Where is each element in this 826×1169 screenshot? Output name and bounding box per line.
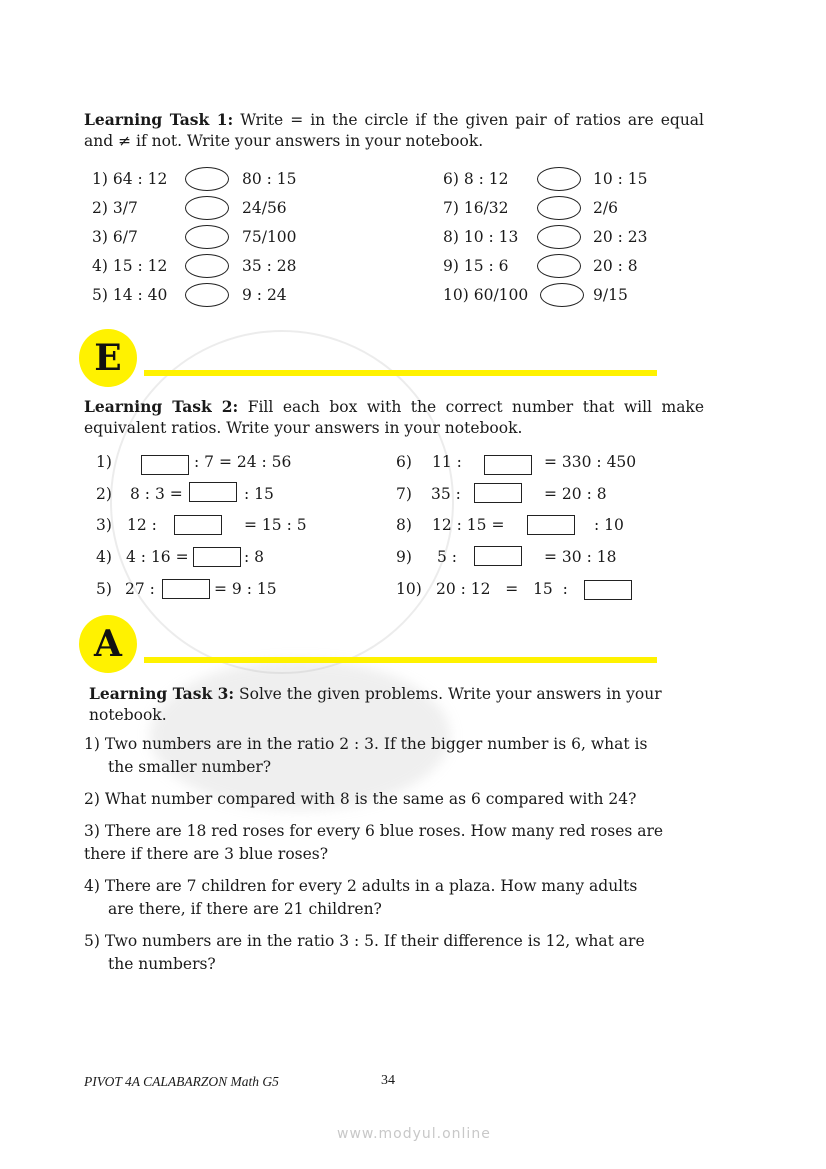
task2-item-text: 35 : <box>431 485 461 503</box>
task3-heading: Learning Task 3: <box>89 684 235 703</box>
task2-item-text: = 330 : 450 <box>544 453 637 471</box>
watermark-site-text: www.modyul.online <box>337 1126 491 1142</box>
footer-title: PIVOT 4A CALABARZON Math G5 <box>84 1074 279 1089</box>
task2-item-text: : 8 <box>244 548 265 566</box>
task2-item-text: 27 : <box>125 580 155 598</box>
task2-heading: Learning Task 2: <box>84 397 239 416</box>
task1-item: 7) 16/32 <box>443 199 509 217</box>
task2-item-num: 3) <box>96 516 112 534</box>
answer-box[interactable] <box>162 579 210 599</box>
task1-item: 1) 64 : 12 <box>92 170 168 188</box>
task3-instruction: Solve the given problems. Write your answers in your notebook. <box>89 685 662 724</box>
task1-item-right: 20 : 23 <box>593 228 648 246</box>
task1-item: 5) 14 : 40 <box>92 286 168 304</box>
task2-item-num: 2) <box>96 485 112 503</box>
task2-item-text: = 20 : 8 <box>544 485 607 503</box>
section-a-badge: A <box>79 615 137 673</box>
task1-heading: Learning Task 1: <box>84 110 234 129</box>
task1-item-right: 20 : 8 <box>593 257 638 275</box>
answer-circle[interactable] <box>537 254 581 278</box>
task2-item-text: 5 : <box>437 548 458 566</box>
task1-instruction: Write = in the circle if the given pair of ratios are equal and ≠ if not. Write your answers in your notebook. <box>84 111 705 150</box>
answer-circle[interactable] <box>537 225 581 249</box>
answer-box[interactable] <box>527 515 575 535</box>
task2-item-text: : 7 = 24 : 56 <box>194 453 292 471</box>
problem-item: 4) There are 7 children for every 2 adults in a plaza. How many adults are there, if there are 21 children? <box>84 877 638 918</box>
answer-box[interactable] <box>174 515 222 535</box>
task1-item-right: 80 : 15 <box>242 170 297 188</box>
answer-circle[interactable] <box>540 283 584 307</box>
task2-item-text: = 30 : 18 <box>544 548 617 566</box>
task2-item-text: = 15 : 5 <box>244 516 307 534</box>
answer-circle[interactable] <box>185 167 229 191</box>
task2-item-num: 9) <box>396 548 412 566</box>
answer-circle[interactable] <box>185 225 229 249</box>
task2-item-text: 20 : 12 = 15 : <box>436 580 568 598</box>
task1-item: 4) 15 : 12 <box>92 257 168 275</box>
task1-item-right: 9 : 24 <box>242 286 287 304</box>
problem-item: 1) Two numbers are in the ratio 2 : 3. If the bigger number is 6, what is the smaller number? <box>84 735 648 776</box>
task3-instructions <box>89 683 699 726</box>
task1-item-right: 35 : 28 <box>242 257 297 275</box>
task2-item-num: 6) <box>396 453 412 471</box>
task2-instruction: Fill each box with the correct number that will make equivalent ratios. Write your answers in your notebook. <box>84 398 704 437</box>
task2-item-text: 12 : 15 = <box>432 516 505 534</box>
task1-item: 2) 3/7 <box>92 199 138 217</box>
task1-instructions <box>84 109 704 152</box>
answer-box[interactable] <box>474 483 522 503</box>
task1-item: 8) 10 : 13 <box>443 228 519 246</box>
answer-box[interactable] <box>193 547 241 567</box>
answer-box[interactable] <box>484 455 532 475</box>
task1-item-right: 9/15 <box>593 286 628 304</box>
section-e-badge: E <box>79 329 137 387</box>
answer-circle[interactable] <box>537 167 581 191</box>
task2-item-text: 4 : 16 = <box>126 548 189 566</box>
task2-item-num: 1) <box>96 453 112 471</box>
problem-item: 5) Two numbers are in the ratio 3 : 5. If their difference is 12, what are the numbers? <box>84 932 645 973</box>
task2-item-text: 11 : <box>432 453 462 471</box>
section-a-bar <box>144 657 657 663</box>
answer-circle[interactable] <box>537 196 581 220</box>
task1-item: 9) 15 : 6 <box>443 257 509 275</box>
task1-item-right: 24/56 <box>242 199 287 217</box>
problem-item: 3) There are 18 red roses for every 6 blue roses. How many red roses are there if there are 3 blue roses? <box>84 822 664 863</box>
task1-item-right: 10 : 15 <box>593 170 648 188</box>
page-number: 34 <box>381 1073 395 1088</box>
answer-box[interactable] <box>584 580 632 600</box>
task1-item-right: 2/6 <box>593 199 618 217</box>
task2-item-num: 5) <box>96 580 112 598</box>
task2-item-num: 4) <box>96 548 112 566</box>
task1-item-right: 75/100 <box>242 228 297 246</box>
task1-item: 3) 6/7 <box>92 228 138 246</box>
task2-item-num: 10) <box>396 580 422 598</box>
task1-item: 6) 8 : 12 <box>443 170 509 188</box>
task2-item-num: 8) <box>396 516 412 534</box>
section-e-bar <box>144 370 657 376</box>
answer-circle[interactable] <box>185 196 229 220</box>
answer-box[interactable] <box>189 482 237 502</box>
problem-item: 2) What number compared with 8 is the same as 6 compared with 24? <box>84 790 637 808</box>
task2-item-text: : 15 <box>244 485 274 503</box>
task2-item-text: : 10 <box>594 516 624 534</box>
task2-instructions <box>84 396 704 439</box>
task1-item: 10) 60/100 <box>443 286 529 304</box>
answer-circle[interactable] <box>185 254 229 278</box>
task2-item-text: 8 : 3 = <box>130 485 183 503</box>
task2-item-text: = 9 : 15 <box>214 580 277 598</box>
task2-item-num: 7) <box>396 485 412 503</box>
answer-box[interactable] <box>141 455 189 475</box>
answer-circle[interactable] <box>185 283 229 307</box>
answer-box[interactable] <box>474 546 522 566</box>
task2-item-text: 12 : <box>127 516 157 534</box>
